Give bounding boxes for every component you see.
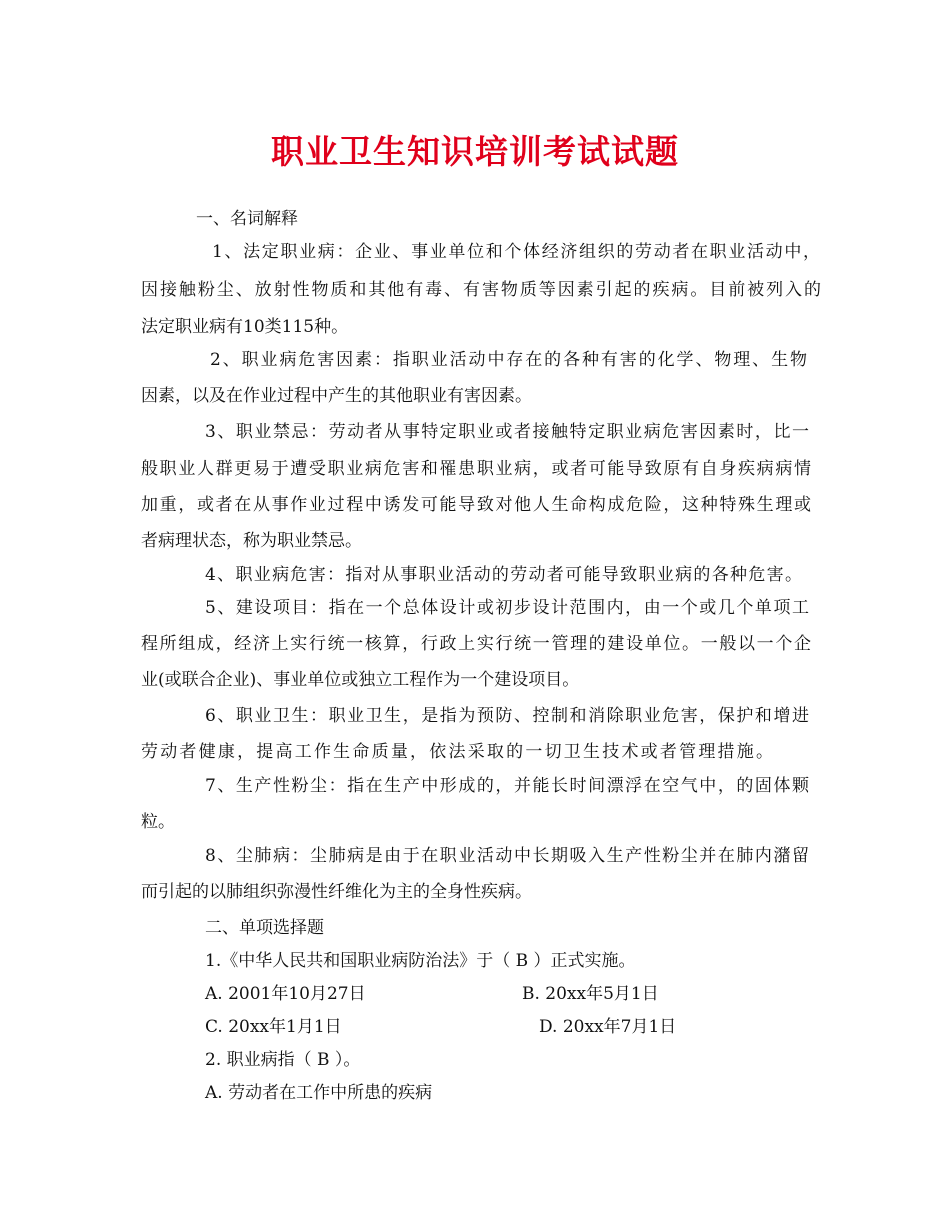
definition-1-line-1: 1、法定职业病：企业、事业单位和个体经济组织的劳动者在职业活动中， [212,242,820,262]
definition-3-line-1: 3、职业禁忌：劳动者从事特定职业或者接触特定职业病危害因素时，比一 [205,422,809,442]
definition-7-line-2: 粒。 [141,812,175,832]
question-1-option-d: D. 20xx年7月1日 [539,1017,677,1037]
definition-3-line-4: 者病理状态，称为职业禁忌。 [141,531,362,551]
definition-2-line-2: 因素，以及在作业过程中产生的其他职业有害因素。 [141,386,532,406]
question-1-stem: 1.《中华人民共和国职业病防治法》于（ B ）正式实施。 [205,951,636,971]
definition-3-line-2: 般职业人群更易于遭受职业病危害和罹患职业病，或者可能导致原有自身疾病病情 [141,459,811,479]
section-heading-definitions: 一、名词解释 [196,209,298,229]
definition-5-line-1: 5、建设项目：指在一个总体设计或初步设计范围内，由一个或几个单项工 [205,598,809,618]
definition-8-line-1: 8、尘肺病：尘肺病是由于在职业活动中长期吸入生产性粉尘并在肺内潴留 [205,846,809,866]
definition-8-line-2: 而引起的以肺组织弥漫性纤维化为主的全身性疾病。 [141,882,532,902]
document-title: 职业卫生知识培训考试试题 [271,132,679,171]
question-1-option-b: B. 20xx年5月1日 [522,984,659,1004]
question-1-option-a: A. 2001年10月27日 [205,984,366,1004]
question-2-stem: 2. 职业病指（ B ）。 [205,1050,361,1070]
definition-6-line-1: 6、职业卫生：职业卫生，是指为预防、控制和消除职业危害，保护和增进 [205,706,809,726]
definition-5-line-3: 业(或联合企业)、事业单位或独立工程作为一个建设项目。 [141,670,580,690]
definition-7-line-1: 7、生产性粉尘：指在生产中形成的，并能长时间漂浮在空气中，的固体颗 [205,776,809,796]
definition-5-line-2: 程所组成，经济上实行统一核算，行政上实行统一管理的建设单位。一般以一个企 [141,634,811,654]
definition-1-line-2: 因接触粉尘、放射性物质和其他有毒、有害物质等因素引起的疾病。目前被列入的 [141,280,821,300]
definition-3-line-3: 加重，或者在从事作业过程中诱发可能导致对他人生命构成危险，这种特殊生理或 [141,495,811,515]
definition-6-line-2: 劳动者健康，提高工作生命质量，依法采取的一切卫生技术或者管理措施。 [141,742,773,762]
question-2-option-a: A. 劳动者在工作中所患的疾病 [205,1083,433,1103]
definition-4-line-1: 4、职业病危害：指对从事职业活动的劳动者可能导致职业病的各种危害。 [205,565,802,585]
question-1-option-c: C. 20xx年1月1日 [205,1017,342,1037]
definition-2-line-1: 2、职业病危害因素：指职业活动中存在的各种有害的化学、物理、生物 [210,350,807,370]
section-heading-single-choice: 二、单项选择题 [205,918,324,938]
definition-1-line-3: 法定职业病有10类115种。 [141,317,349,337]
